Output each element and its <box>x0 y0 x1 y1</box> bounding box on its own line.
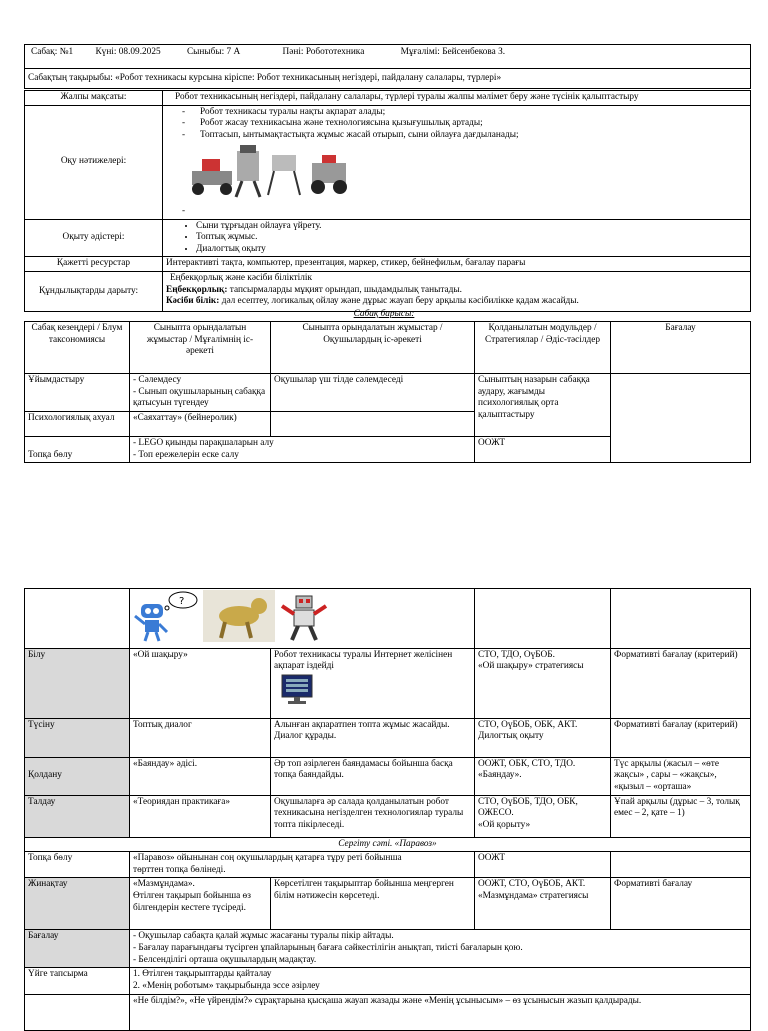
values-line-2-text: тапсырмаларды мұқият орындап, шыдамдылық танытады. <box>227 284 462 295</box>
understanding-students: Алынған ақпаратпен топта жұмыс жасайды. Диалог құрады. <box>271 718 475 757</box>
synthesis-modules <box>475 878 611 930</box>
synthesis-students: Көрсетілген тақырыптар бойынша меңгерген білім нәтижесін көрсетеді. <box>271 878 475 930</box>
synthesis-modules-1: ООЖТ, СТО, ОүБОБ, АКТ. <box>478 879 586 890</box>
general-goal-value: Робот техникасының негіздері, пайдалану салалары, түрлері туралы жалпы мәлімет беру және түсінік қалыптастыру <box>163 91 751 106</box>
column-header-stage: Сабақ кезеңдері / Блум таксономиясы <box>25 322 130 374</box>
warmup-break: Сергіту сәті. «Паравоз» <box>25 837 751 852</box>
stage-group-label: Топқа бөлу <box>28 449 73 460</box>
homework-line-1: 1. Өтілген тақырыптарды қайталау <box>133 969 272 980</box>
general-goal-label: Жалпы мақсаты: <box>25 91 163 106</box>
lesson-number: Сабақ: №1 <box>31 47 74 57</box>
psychology-students <box>271 412 475 437</box>
images-empty-modules <box>475 589 611 649</box>
application-teacher: «Баяндау» әдісі. <box>130 757 271 795</box>
lego-robots-image <box>182 141 362 201</box>
understanding-teacher: Топтық диалог <box>130 718 271 757</box>
column-header-teacher: Сыныпта орындалатын жұмыстар / Мұғалімнің іс-әрекеті <box>130 322 271 374</box>
grouping-evaluation <box>611 852 751 878</box>
outcome-item: - Робот жасау техникасына және технологиясына қызығушылық артады; <box>200 118 747 130</box>
header-table <box>24 44 751 89</box>
application-modules-2: «Баяндау». <box>478 770 522 781</box>
column-header-evaluation: Бағалау <box>611 322 751 374</box>
lesson-topic: Сабақтың тақырыбы: «Робот техникасы курсына кіріспе: Робот техникасының негіздері, пайдалану салалары, түрлері» <box>25 69 751 89</box>
group-teacher-1: - LEGO қиынды парақшаларын алу <box>133 438 274 448</box>
lesson-date: Күні: 08.09.2025 <box>95 47 161 57</box>
robot-dog-icon <box>203 590 275 642</box>
stage-evaluation: Бағалау <box>25 930 130 968</box>
method-item: • Диалогтық оқыту <box>196 244 747 256</box>
stage-analysis: Талдау <box>25 795 130 837</box>
knowledge-teacher: «Ой шақыру» <box>130 648 271 718</box>
images-empty <box>25 589 130 649</box>
knowledge-modules-1: СТО, ТДО, ОүБОБ. <box>478 649 555 660</box>
method-item: • Сыни тұрғыдан ойлауға үйрету. <box>196 221 747 233</box>
outcome-item: - Робот техникасы туралы нақты ақпарат алады; <box>200 107 747 119</box>
evaluation-line-2: - Бағалау парағындағы түсірген ұпайларының бағаға сәйкестілігін анықтап, тиісті бағаларын қою. <box>133 943 523 954</box>
resources-value: Интерактивті тақта, компьютер, презентация, маркер, стикер, бейнефильм, бағалау парағы <box>163 257 751 272</box>
learning-outcomes-cell: - Робот техникасы туралы нақты ақпарат алады; - Робот жасау техникасына және технологиясына қызығушылық артады; - Топтасып, ынтымақтастықта жұмыс жасай отырып, сыни ойлауға дағдыланады; - <box>163 105 751 219</box>
lesson-grade: Сыныбы: 7 А <box>186 47 241 57</box>
evaluation-content <box>130 930 751 968</box>
progress-table-1 <box>24 321 751 463</box>
lesson-teacher: Мұғалімі: Бейсенбекова З. <box>400 47 506 57</box>
lego-mindstorms-robot-icon <box>278 590 330 642</box>
homework-line-2: 2. «Менің роботым» тақырыбында эссе әзірлеу <box>133 981 320 992</box>
grouping-teacher: «Паравоз» ойынынан соң оқушылардың қатарға тұру реті бойынша төрттен топқа бөлінеді. <box>130 852 475 878</box>
synthesis-evaluation: Формативті бағалау <box>611 878 751 930</box>
synthesis-teacher-1: «Мазмұндама». <box>133 879 195 890</box>
values-line-2-title: Еңбекқорлық: <box>166 284 228 295</box>
evaluation-line-3: - Белсенділігі орташа оқушылардың мадақтау. <box>133 954 317 965</box>
understanding-modules-2: Дилогтық оқыту <box>478 731 544 742</box>
knowledge-evaluation: Формативті бағалау (критерий) <box>611 648 751 718</box>
application-evaluation: Түс арқылы (жасыл – «өте жақсы» , сары – «жақсы», «қызыл – «орташа» <box>611 757 751 795</box>
understanding-modules-1: СТО, ОүБОБ, ОБК, АКТ. <box>478 719 578 730</box>
grouping-modules: ООЖТ <box>475 852 611 878</box>
synthesis-teacher <box>130 878 271 930</box>
learning-outcomes-label: Оқу нәтижелері: <box>25 105 163 219</box>
methods-list <box>166 221 747 256</box>
column-header-students: Сыныпта орындалатын жұмыстар / Оқушылардың іс-әрекеті <box>271 322 475 374</box>
header-row <box>25 45 751 69</box>
stage-homework: Үйге тапсырма <box>25 968 130 994</box>
thinking-robot-icon <box>133 590 201 642</box>
values-line-3-title: Кәсіби білік: <box>166 296 220 307</box>
application-students: Әр топ әзірлеген баяндамасы бойынша басқа топқа баяндайды. <box>271 757 475 795</box>
analysis-modules-1: СТО, ОүБОБ, ТДО, ОБК, ОЖЕСО. <box>478 796 578 819</box>
method-item: • Топтық жұмыс. <box>196 232 747 244</box>
methods-cell <box>163 219 751 257</box>
learning-outcomes-list <box>166 107 747 142</box>
understanding-evaluation: Формативті бағалау (критерий) <box>611 718 751 757</box>
analysis-evaluation: Ұпай арқылы (дұрыс – 3, толық емес – 2, қате – 1) <box>611 795 751 837</box>
evaluation-line-1: - Оқушылар сабақта қалай жұмыс жасағаны туралы пікір айтады. <box>133 931 394 942</box>
values-line-1: Еңбекқорлық және кәсіби біліктілік <box>170 273 312 284</box>
goals-table <box>24 90 751 312</box>
svg-text:?: ? <box>179 596 185 607</box>
group-modules: ООЖТ <box>475 437 611 463</box>
evaluation-empty <box>611 374 751 463</box>
values-line-2 <box>166 285 747 297</box>
images-empty-eval <box>611 589 751 649</box>
analysis-teacher: «Теориядан практикаға» <box>130 795 271 837</box>
progress-table-2 <box>24 588 751 1031</box>
stage-application: Қолдану <box>25 757 130 795</box>
lesson-subject: Пәні: Робототехника <box>282 47 365 57</box>
stage-knowledge: Білу <box>25 648 130 718</box>
stage-reflection <box>25 994 130 1030</box>
synthesis-teacher-2: Өтілген тақырып бойынша өз білгендерін кестеге түсіреді. <box>133 891 251 913</box>
images-cell <box>130 589 475 649</box>
organization-teacher-1: - Сәлемдесу <box>133 375 182 385</box>
homework-content <box>130 968 751 994</box>
stage-psychology: Психологиялық ахуал <box>25 412 130 437</box>
organization-teacher <box>130 374 271 412</box>
values-label: Құндылықтарды дарыту: <box>25 272 163 312</box>
reflection-content: «Не білдім?», «Не үйрендім?» сұрақтарына қысқаша жауап жазады және «Менің ұсынысым» – өз ұсынысын жазып қалдырады. <box>130 994 751 1030</box>
understanding-modules <box>475 718 611 757</box>
stage-grouping: Топқа бөлу <box>25 852 130 878</box>
analysis-modules-2: «Ой қорыту» <box>478 819 531 830</box>
stage-group <box>25 437 130 463</box>
stage-understanding: Түсіну <box>25 718 130 757</box>
analysis-modules <box>475 795 611 837</box>
values-line-3 <box>166 296 747 308</box>
progress-title: Сабақ барысы: <box>353 309 415 319</box>
organization-teacher-2: - Сынып оқушыларының сабаққа қатысуын түгендеу <box>133 386 266 409</box>
stage-synthesis: Жинақтау <box>25 878 130 930</box>
resources-label: Қажетті ресурстар <box>25 257 163 272</box>
analysis-students: Оқушыларға әр салада қолданылатын робот техникасына негізделген технологиялар туралы топта пікірлеседі. <box>271 795 475 837</box>
knowledge-modules-2: «Ой шақыру» стратегиясы <box>478 661 584 672</box>
application-modules <box>475 757 611 795</box>
books-monitor-icon <box>280 673 316 707</box>
outcome-item: - Топтасып, ынтымақтастықта жұмыс жасай отырып, сыни ойлауға дағдыланады; <box>200 130 747 142</box>
synthesis-modules-2: «Мазмұндама» стратегиясы <box>478 891 589 902</box>
application-modules-1: ООЖТ, ОБК, СТО, ТДО. <box>478 758 576 769</box>
column-header-modules: Қолданылатын модульдер / Стратегиялар / Әдіс-тәсілдер <box>475 322 611 374</box>
psychology-teacher: «Саяхаттау» (бейнеролик) <box>130 412 271 437</box>
group-teacher-2: - Топ ережелерін еске салу <box>133 449 239 460</box>
knowledge-students <box>271 648 475 718</box>
knowledge-modules <box>475 648 611 718</box>
knowledge-students-text: Робот техникасы туралы Интернет желісінен ақпарат іздейді <box>274 649 453 672</box>
values-cell <box>163 272 751 312</box>
values-line-3-text: дәл есептеу, логикалық ойлау және дұрыс жауап беру арқылы кәсібилікке қадам жасайды. <box>219 296 579 307</box>
methods-label: Оқыту әдістері: <box>25 219 163 257</box>
organization-modules: Сыныптың назарын сабаққа аудару, жағымды психологиялық орта қалыптастыру <box>475 374 611 437</box>
stage-organization: Ұйымдастыру <box>25 374 130 412</box>
organization-students: Оқушылар үш тілде сәлемдеседі <box>271 374 475 412</box>
group-teacher <box>130 437 475 463</box>
